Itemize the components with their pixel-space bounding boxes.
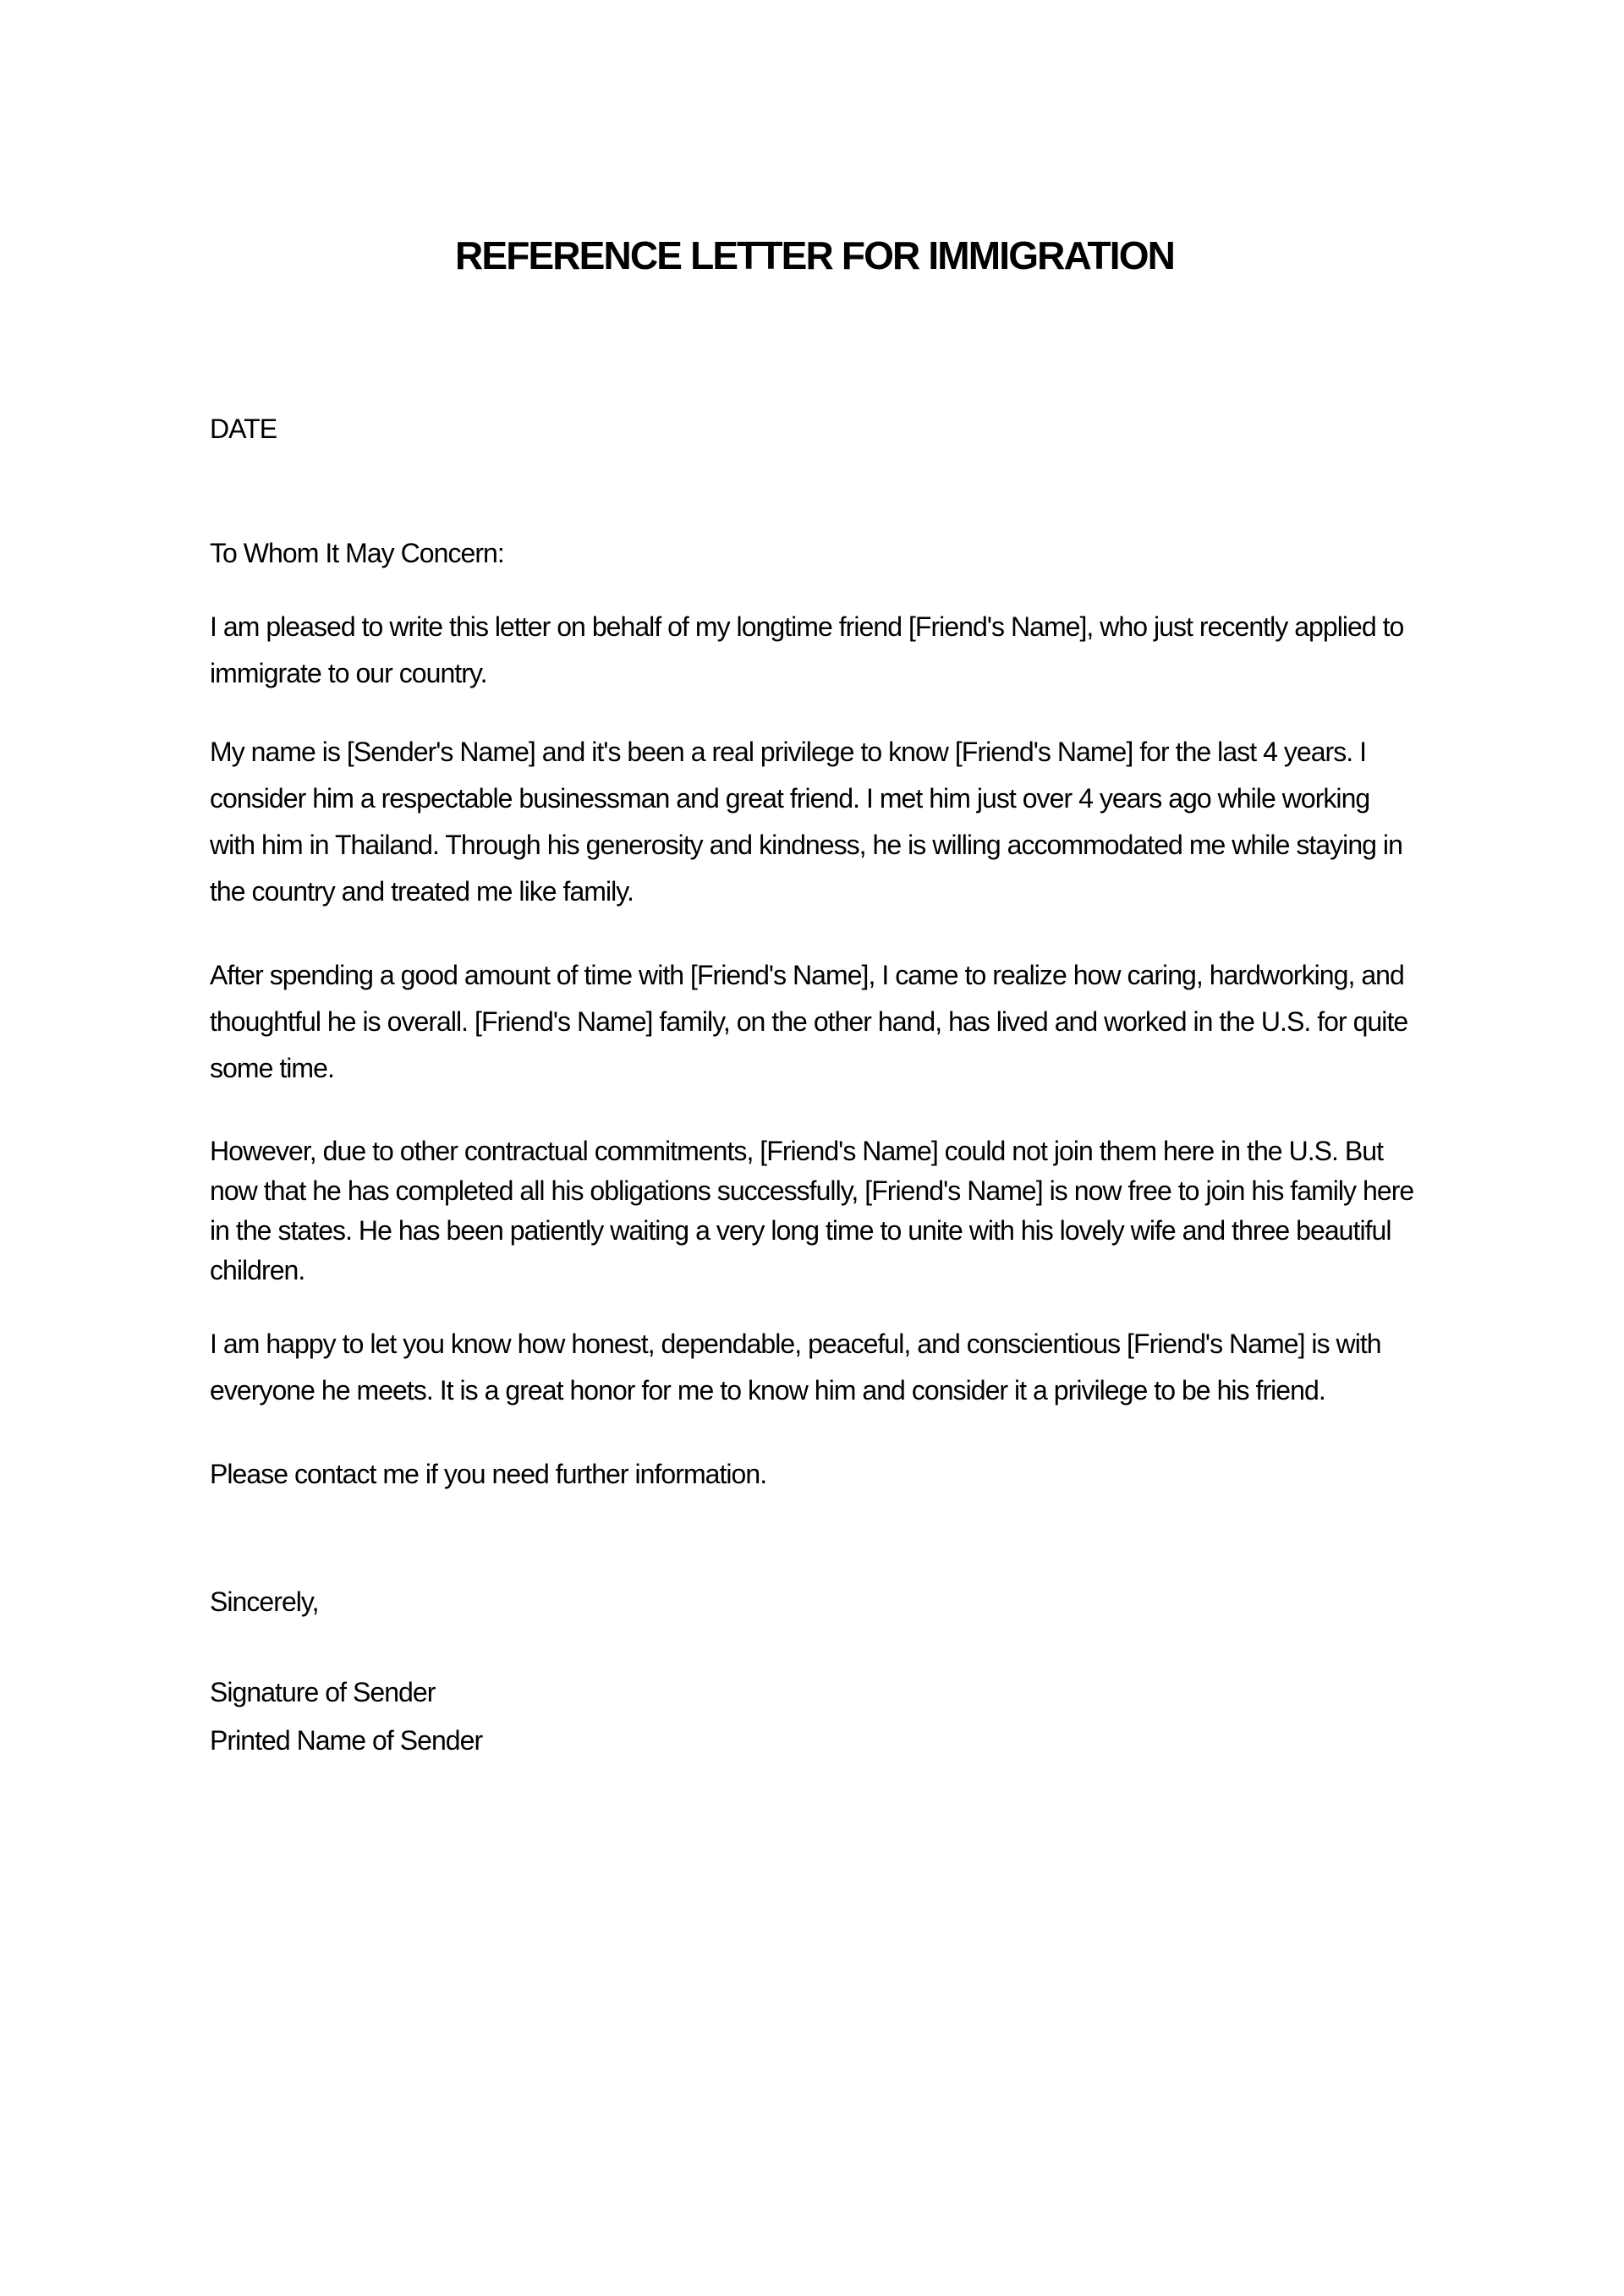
salutation: To Whom It May Concern: — [210, 538, 504, 568]
paragraph-endorsement: I am happy to let you know how honest, dependable, peaceful, and conscientious [Friend's Name] is with everyone he meets. It is a great honor for me to know him and consider it a privilege to be his friend. — [210, 1329, 1381, 1406]
date-placeholder: DATE — [210, 414, 277, 444]
signature-label: Signature of Sender — [210, 1677, 436, 1707]
printed-name-label: Printed Name of Sender — [210, 1725, 483, 1756]
paragraph-sender-relationship: My name is [Sender's Name] and it's been a real privilege to know [Friend's Name] for the last 4 years. I consider him a respectable businessman and great friend. I met him just over 4 years ago while working with him in Thailand. Through his generosity and kindness, he is willing accommodated me while staying in the country and treated me like family. — [210, 737, 1402, 907]
paragraph-character: After spending a good amount of time with [Friend's Name], I came to realize how caring, hardworking, and thoughtful he is overall. [Friend's Name] family, on the other hand, has lived and worked in the U.S. for quite some time. — [210, 960, 1408, 1083]
closing: Sincerely, — [210, 1586, 319, 1617]
paragraph-family-situation: However, due to other contractual commitments, [Friend's Name] could not join them here in the U.S. But now that he has completed all his obligations successfully, [Friend's Name] is now free to join his family here in the states. He has been patiently waiting a very long time to unite with his lovely wife and three beautiful children. — [210, 1136, 1414, 1285]
paragraph-intro: I am pleased to write this letter on behalf of my longtime friend [Friend's Name], who just recently applied to immigrate to our country. — [210, 611, 1404, 688]
paragraph-contact: Please contact me if you need further information. — [210, 1459, 767, 1489]
letter-title: REFERENCE LETTER FOR IMMIGRATION — [454, 233, 1175, 277]
